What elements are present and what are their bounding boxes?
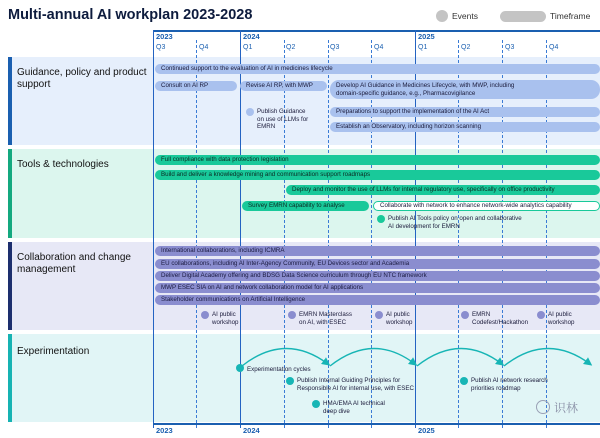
- event-line: Responsible AI for internal use, with ESEC: [297, 384, 414, 392]
- watermark-text: 识林: [554, 401, 579, 415]
- timeframe-bar: Revise AI RP, with MWP: [240, 81, 327, 91]
- event-line: HMA/EMA AI technical: [323, 400, 385, 407]
- event-label: [212, 311, 238, 326]
- gridline-quarter: [196, 40, 197, 428]
- event-line: on AI, with ESEC: [299, 318, 347, 326]
- timeframe-bar: Consult on AI RP: [155, 81, 237, 91]
- event-label: [257, 108, 308, 131]
- event-line: Codefest/Hackathon: [472, 318, 529, 326]
- event-line: workshop: [548, 318, 575, 326]
- timeframe-bar: Stakeholder communications on Artificial Intelligence: [155, 295, 600, 305]
- event-dot: [312, 400, 320, 408]
- event-line: AI public: [386, 311, 410, 318]
- event-line: Publish Guidance: [257, 108, 306, 115]
- timeframe-bar: Continued support to the evaluation of AI in medicines lifecycle: [155, 64, 600, 74]
- event-dot: [286, 377, 294, 385]
- event-label: [323, 400, 385, 415]
- event-line: workshop: [386, 318, 413, 326]
- year-2024-label: 2024: [243, 32, 260, 41]
- timeframe-bar: Establish an Observatory, including horizon scanning: [330, 122, 600, 132]
- bar-line: Develop AI Guidance in Medicines Lifecycle, with MWP, including: [336, 82, 515, 89]
- event-label: Experimentation cycles: [247, 366, 311, 373]
- event-line: deep dive: [323, 407, 350, 415]
- year-2023-label: 2023: [156, 32, 173, 41]
- footer-year-2024: 2024: [243, 426, 260, 435]
- event-line: EMRN Masterclass: [299, 311, 352, 318]
- tools-accent: [8, 149, 12, 238]
- event-line: priorities roadmap: [471, 384, 521, 392]
- section-collab-label: Collaboration and change management: [17, 252, 131, 275]
- cycle-arc: [330, 348, 415, 366]
- bar-line: domain-specific guidance, e.g., Pharmacovigilance: [336, 89, 476, 97]
- event-label: [386, 311, 412, 326]
- quarter-label: Q4: [374, 44, 384, 51]
- cycle-arc: [504, 348, 590, 366]
- wechat-watermark-icon: [536, 400, 550, 414]
- event-dot: [460, 377, 468, 385]
- year-2025-label: 2025: [418, 32, 435, 41]
- quarter-label: Q3: [505, 44, 515, 51]
- timeframe-bar: Deliver Digital Academy offering and BDSG Data Science curriculum through EU NTC framework: [155, 271, 600, 281]
- events-legend-label: Events: [452, 11, 478, 21]
- quarter-label: Q3: [330, 44, 340, 51]
- event-dot: [537, 311, 545, 319]
- timeframe-legend-label: Timeframe: [550, 11, 591, 21]
- timeframe-bar: Deploy and monitor the use of LLMs for internal regulatory use, specifically on office productivity: [286, 185, 600, 195]
- timeframe-bar: Collaborate with network to enhance network-wide analytics capability: [373, 201, 600, 211]
- event-label: [548, 311, 574, 326]
- event-label: [388, 215, 522, 230]
- timeframe-bar: [330, 80, 600, 99]
- timeframe-bar: MWP ESEC SIA on AI and network collaboration model for AI applications: [155, 283, 600, 293]
- event-dot: [236, 364, 244, 372]
- timeframe-bar: Full compliance with data protection legislation: [155, 155, 600, 165]
- event-dot: [377, 215, 385, 223]
- section-experiment-label: Experimentation: [17, 346, 90, 357]
- event-line: on use of LLMs for: [257, 115, 309, 123]
- timeline-header-line: [153, 30, 600, 32]
- event-dot: [201, 311, 209, 319]
- quarter-label: Q2: [286, 44, 296, 51]
- event-line: EMRN: [472, 311, 491, 318]
- footer-year-2025: 2025: [418, 426, 435, 435]
- section-guidance-label: Guidance, policy and product support: [17, 67, 147, 90]
- page-title: Multi-annual AI workplan 2023-2028: [8, 7, 253, 23]
- cycle-arc: [417, 348, 502, 366]
- timeframe-bar: International collaborations, including ICMRA: [155, 246, 600, 256]
- event-line: AI public: [548, 311, 572, 318]
- event-dot: [288, 311, 296, 319]
- gridline-2023: [153, 30, 154, 428]
- timeframe-bar: Survey EMRN capability to analyse: [242, 201, 369, 211]
- event-line: Publish Internal Guiding Principles for: [297, 377, 401, 384]
- event-line: AI development for EMRN: [388, 222, 460, 230]
- event-line: Publish AI network research: [471, 377, 548, 384]
- cycle-arc: [242, 348, 328, 366]
- footer-year-2023: 2023: [156, 426, 173, 435]
- event-line: EMRN: [257, 123, 276, 130]
- section-tools-label: Tools & technologies: [17, 159, 109, 170]
- event-label: [297, 377, 414, 392]
- quarter-label: Q1: [418, 44, 428, 51]
- event-dot: [375, 311, 383, 319]
- quarter-label: Q3: [156, 44, 166, 51]
- guidance-accent: [8, 57, 12, 145]
- event-line: workshop: [212, 318, 239, 326]
- quarter-label: Q2: [461, 44, 471, 51]
- timeframe-bar: Build and deliver a knowledge mining and communication support roadmaps: [155, 170, 600, 180]
- events-legend-icon: [436, 10, 448, 22]
- timeframe-bar: Preparations to support the implementation of the AI Act: [330, 107, 600, 117]
- quarter-label: Q4: [199, 44, 209, 51]
- collab-accent: [8, 242, 12, 330]
- event-label: [472, 311, 528, 326]
- event-label: [299, 311, 352, 326]
- experiment-accent: [8, 334, 12, 422]
- quarter-label: Q4: [549, 44, 559, 51]
- timeline-footer-line: [153, 423, 600, 425]
- event-label: [471, 377, 548, 392]
- event-line: Publish AI Tools policy on open and collaborative: [388, 215, 522, 222]
- event-dot: [246, 108, 254, 116]
- timeframe-legend-icon: [500, 11, 546, 22]
- timeframe-bar: EU collaborations, including AI Inter-Agency Community, EU Devices sector and Academia: [155, 259, 600, 269]
- event-dot: [461, 311, 469, 319]
- event-line: AI public: [212, 311, 236, 318]
- quarter-label: Q1: [243, 44, 253, 51]
